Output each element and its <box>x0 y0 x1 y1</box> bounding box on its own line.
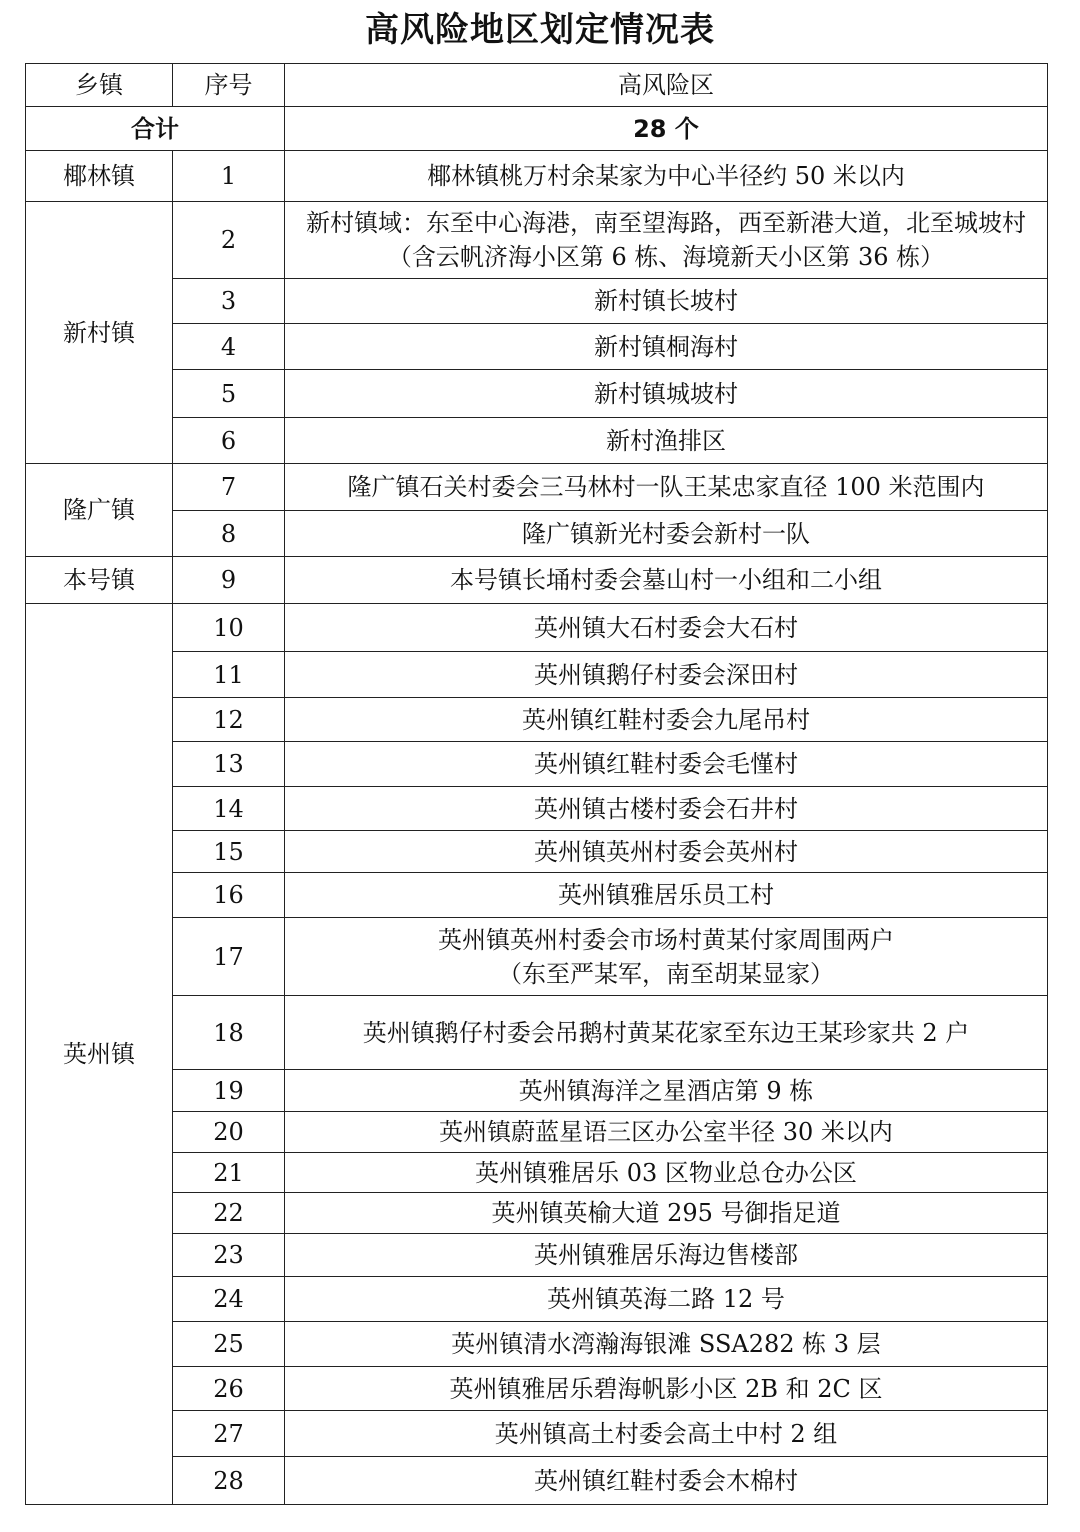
town-cell: 英州镇 <box>26 604 173 1505</box>
table-row <box>26 831 1048 873</box>
area-cell: 英州镇大石村委会大石村 <box>285 604 1048 652</box>
table-row <box>26 324 1048 370</box>
table-header-row <box>26 64 1048 107</box>
seq-cell: 28 <box>173 1457 285 1505</box>
header-seq: 序号 <box>173 64 285 107</box>
table-row <box>26 464 1048 511</box>
area-cell: 英州镇英州村委会英州村 <box>285 831 1048 873</box>
seq-cell: 13 <box>173 742 285 787</box>
table-row <box>26 511 1048 557</box>
seq-cell: 14 <box>173 787 285 831</box>
seq-cell: 26 <box>173 1367 285 1411</box>
table-row <box>26 1070 1048 1112</box>
page-title: 高风险地区划定情况表 <box>365 10 715 50</box>
area-cell: 英州镇英榆大道 295 号御指足道 <box>285 1193 1048 1234</box>
seq-cell: 23 <box>173 1234 285 1277</box>
seq-cell: 15 <box>173 831 285 873</box>
table-row <box>26 742 1048 787</box>
seq-cell: 2 <box>173 202 285 279</box>
seq-cell: 12 <box>173 698 285 742</box>
area-cell: 英州镇高土村委会高土中村 2 组 <box>285 1411 1048 1457</box>
area-cell: 英州镇雅居乐碧海帆影小区 2B 和 2C 区 <box>285 1367 1048 1411</box>
table-row <box>26 604 1048 652</box>
table-row <box>26 418 1048 464</box>
table-row <box>26 202 1048 279</box>
seq-cell: 1 <box>173 151 285 202</box>
area-cell: 新村镇域：东至中心海港，南至望海路，西至新港大道，北至城坡村（含云帆济海小区第 6 栋、海境新天小区第 36 栋） <box>285 202 1048 279</box>
town-cell: 新村镇 <box>26 202 173 464</box>
area-cell: 椰林镇桃万村余某家为中心半径约 50 米以内 <box>285 151 1048 202</box>
table-row <box>26 652 1048 698</box>
table-row <box>26 370 1048 418</box>
table-row <box>26 279 1048 324</box>
table-row <box>26 1322 1048 1367</box>
table-row <box>26 873 1048 918</box>
table-row <box>26 787 1048 831</box>
header-area: 高风险区 <box>285 64 1048 107</box>
seq-cell: 3 <box>173 279 285 324</box>
seq-cell: 24 <box>173 1277 285 1322</box>
area-cell: 新村镇城坡村 <box>285 370 1048 418</box>
seq-cell: 11 <box>173 652 285 698</box>
seq-cell: 27 <box>173 1411 285 1457</box>
seq-cell: 5 <box>173 370 285 418</box>
area-cell: 隆广镇新光村委会新村一队 <box>285 511 1048 557</box>
table-row <box>26 1153 1048 1193</box>
table-row <box>26 996 1048 1070</box>
area-cell: 英州镇雅居乐员工村 <box>285 873 1048 918</box>
area-cell: 英州镇鹅仔村委会吊鹅村黄某花家至东边王某珍家共 2 户 <box>285 996 1048 1070</box>
area-cell: 英州镇雅居乐海边售楼部 <box>285 1234 1048 1277</box>
table-row <box>26 1367 1048 1411</box>
seq-cell: 10 <box>173 604 285 652</box>
table-row <box>26 1457 1048 1505</box>
area-cell: 本号镇长埇村委会墓山村一小组和二小组 <box>285 557 1048 604</box>
table-row <box>26 1193 1048 1234</box>
seq-cell: 4 <box>173 324 285 370</box>
area-cell: 英州镇红鞋村委会木棉村 <box>285 1457 1048 1505</box>
area-cell: 英州镇清水湾瀚海银滩 SSA282 栋 3 层 <box>285 1322 1048 1367</box>
total-value: 28 个 <box>285 107 1048 151</box>
area-cell: 英州镇红鞋村委会毛慬村 <box>285 742 1048 787</box>
area-cell: 英州镇鹅仔村委会深田村 <box>285 652 1048 698</box>
area-cell: 英州镇英海二路 12 号 <box>285 1277 1048 1322</box>
town-cell: 隆广镇 <box>26 464 173 557</box>
town-cell: 本号镇 <box>26 557 173 604</box>
table-row <box>26 557 1048 604</box>
table-row <box>26 698 1048 742</box>
seq-cell: 25 <box>173 1322 285 1367</box>
seq-cell: 20 <box>173 1112 285 1153</box>
seq-cell: 8 <box>173 511 285 557</box>
area-cell: 新村镇长坡村 <box>285 279 1048 324</box>
seq-cell: 22 <box>173 1193 285 1234</box>
table-row <box>26 1277 1048 1322</box>
area-cell: 新村镇桐海村 <box>285 324 1048 370</box>
area-cell: 英州镇雅居乐 03 区物业总仓办公区 <box>285 1153 1048 1193</box>
table-row <box>26 918 1048 996</box>
area-cell: 隆广镇石关村委会三马林村一队王某忠家直径 100 米范围内 <box>285 464 1048 511</box>
seq-cell: 19 <box>173 1070 285 1112</box>
risk-area-table <box>25 63 1048 1505</box>
seq-cell: 9 <box>173 557 285 604</box>
seq-cell: 21 <box>173 1153 285 1193</box>
total-label: 合计 <box>26 107 285 151</box>
table-row <box>26 1411 1048 1457</box>
seq-cell: 16 <box>173 873 285 918</box>
seq-cell: 18 <box>173 996 285 1070</box>
table-row <box>26 1112 1048 1153</box>
area-cell: 英州镇英州村委会市场村黄某付家周围两户（东至严某军，南至胡某显家） <box>285 918 1048 996</box>
header-town: 乡镇 <box>26 64 173 107</box>
town-cell: 椰林镇 <box>26 151 173 202</box>
area-cell: 新村渔排区 <box>285 418 1048 464</box>
area-cell: 英州镇古楼村委会石井村 <box>285 787 1048 831</box>
area-cell: 英州镇红鞋村委会九尾吊村 <box>285 698 1048 742</box>
area-cell: 英州镇蔚蓝星语三区办公室半径 30 米以内 <box>285 1112 1048 1153</box>
seq-cell: 17 <box>173 918 285 996</box>
table-row <box>26 151 1048 202</box>
area-cell: 英州镇海洋之星酒店第 9 栋 <box>285 1070 1048 1112</box>
seq-cell: 6 <box>173 418 285 464</box>
table-row <box>26 1234 1048 1277</box>
seq-cell: 7 <box>173 464 285 511</box>
total-row <box>26 107 1048 151</box>
